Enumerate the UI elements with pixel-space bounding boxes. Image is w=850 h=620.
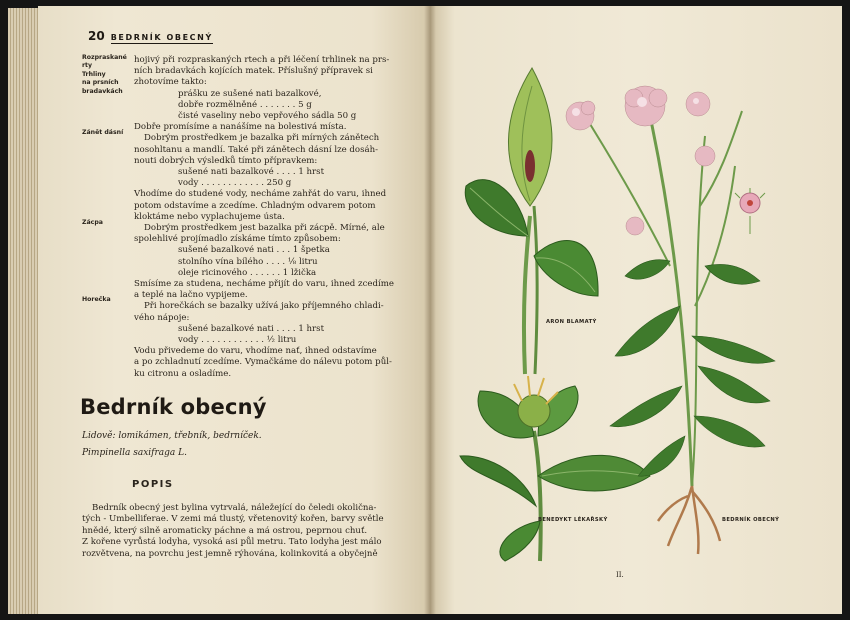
text-line: kloktáme nebo vyplachujeme ústa. — [134, 211, 285, 222]
page-header — [88, 29, 213, 44]
margin-note-gums — [82, 129, 132, 137]
margin-note-line: bradavkách — [82, 87, 123, 95]
margin-note-line: Zánět dásní — [82, 129, 124, 136]
margin-note-lips — [82, 54, 132, 96]
margin-note-line: Trhliny — [82, 70, 106, 78]
text-line: potom odstavíme a zcedíme. Chladným odvarem potom — [134, 200, 376, 211]
text-line: a teplé na lačno vypijeme. — [134, 290, 248, 301]
folk-names — [82, 431, 262, 441]
text-line: Smísíme za studena, necháme přijít do varu, ihned zcedíme — [134, 279, 394, 290]
section-title: Bedrník obecný — [80, 395, 267, 419]
plate-label-bedrnik: BEDRNÍK OBECNÝ — [722, 517, 780, 523]
text-line: a po zchladnutí zcedíme. Vymačkáme do nálevu potom půl- — [134, 357, 392, 368]
text-line: nouti dobrých výsledků tímto přípravkem: — [134, 155, 318, 166]
text-line: čisté vaseliny nebo vepřového sádla 50 g — [178, 111, 357, 122]
folk-names-value: lomikámen, třebník, bedrníček. — [118, 431, 262, 441]
text-line: rozvětvena, na povrchu jest jemně rýhována, kolinkovitá a obyčejně — [82, 548, 378, 559]
folk-names-label: Lidově: — [82, 431, 116, 441]
text-line: prášku ze sušené nati bazalkové, — [178, 88, 322, 99]
text-line: Dobře promísíme a nanášíme na bolestivá místa. — [134, 122, 347, 133]
botanical-plate — [430, 6, 842, 614]
running-title: BEDRNÍK OBECNÝ — [110, 33, 213, 42]
margin-note-line: na prsních — [82, 79, 119, 87]
text-line: Dobrým prostředkem jest bazalka při zácpě. Mírné, ale — [144, 223, 385, 234]
latin-name: Pimpinella saxifraga L. — [82, 448, 187, 458]
text-line: Bedrník obecný jest bylina vytrvalá, náležející do čeledi okolična- — [92, 503, 377, 513]
text-line: ku citronu a osladíme. — [134, 368, 232, 379]
text-line: Vhodíme do studené vody, necháme zahřát do varu, ihned — [134, 189, 387, 200]
margin-note-line: Zácpa — [82, 219, 103, 226]
text-line: hnědé, který silně aromaticky páchne a má ostrou, peprnou chuť. — [82, 525, 368, 536]
text-line: Dobrým prostředkem je bazalka při mírných zánětech — [144, 133, 380, 144]
text-line: Z kořene vyrůstá lodyha, vysoká asi půl metru. Tato lodyha jest málo — [82, 537, 382, 548]
text-line: stolního vína bílého . . . . ⅛ litru — [178, 256, 318, 267]
description-text — [82, 503, 404, 560]
margin-note-line: rty — [82, 62, 93, 70]
text-line: vého nápoje: — [134, 312, 190, 323]
body-text — [134, 55, 406, 380]
text-line: vody . . . . . . . . . . . . 250 g — [178, 178, 292, 189]
text-line: sušené bazalkové nati . . . 1 špetka — [178, 245, 330, 256]
text-line: oleje ricinového . . . . . . 1 lžička — [178, 267, 317, 278]
text-line: nosohltanu a mandlí. Také při zánětech dásní lze dosáh- — [134, 144, 379, 155]
text-line: vody . . . . . . . . . . . . ½ litru — [178, 335, 297, 346]
text-line: tých - Umbelliferae. V zemi má tlustý, vřetenovitý kořen, barvy světle — [82, 514, 384, 525]
text-line: spolehlivé projímadlo získáme tímto způsobem: — [134, 234, 341, 245]
margin-note-fever — [82, 296, 132, 304]
subheading-popis: POPIS — [132, 479, 174, 490]
text-line: sušené nati bazalkové . . . . 1 hrst — [178, 167, 325, 178]
text-line: Vodu přivedeme do varu, vhodíme nať, ihned odstavíme — [134, 346, 377, 357]
page-edges — [8, 8, 41, 614]
text-line: Při horečkách se bazalky užívá jako příjemného chladi- — [144, 301, 384, 312]
text-line: sušené bazalkové nati . . . . 1 hrst — [178, 323, 325, 334]
plate-label-benedykt: BENEDYKT LÉKAŘSKÝ — [538, 517, 608, 523]
text-line: zhotovíme takto: — [134, 77, 207, 88]
margin-note-line: Horečka — [82, 296, 111, 303]
margin-note-constipation — [82, 219, 132, 227]
plate-label-aron: ARON BLAMATÝ — [546, 319, 597, 325]
benedykt-illustration — [460, 376, 650, 561]
page-number: 20 — [88, 29, 105, 43]
text-line: hojivý při rozpraskaných rtech a při léčení trhlinek na prs- — [134, 55, 390, 65]
text-line: ních bradavkách kojících matek. Příslušný přípravek si — [134, 66, 373, 77]
text-line: dobře rozmělněné . . . . . . . 5 g — [178, 99, 312, 110]
margin-note-line: Rozpraskané — [82, 54, 127, 61]
plate-number: II. — [616, 571, 624, 579]
